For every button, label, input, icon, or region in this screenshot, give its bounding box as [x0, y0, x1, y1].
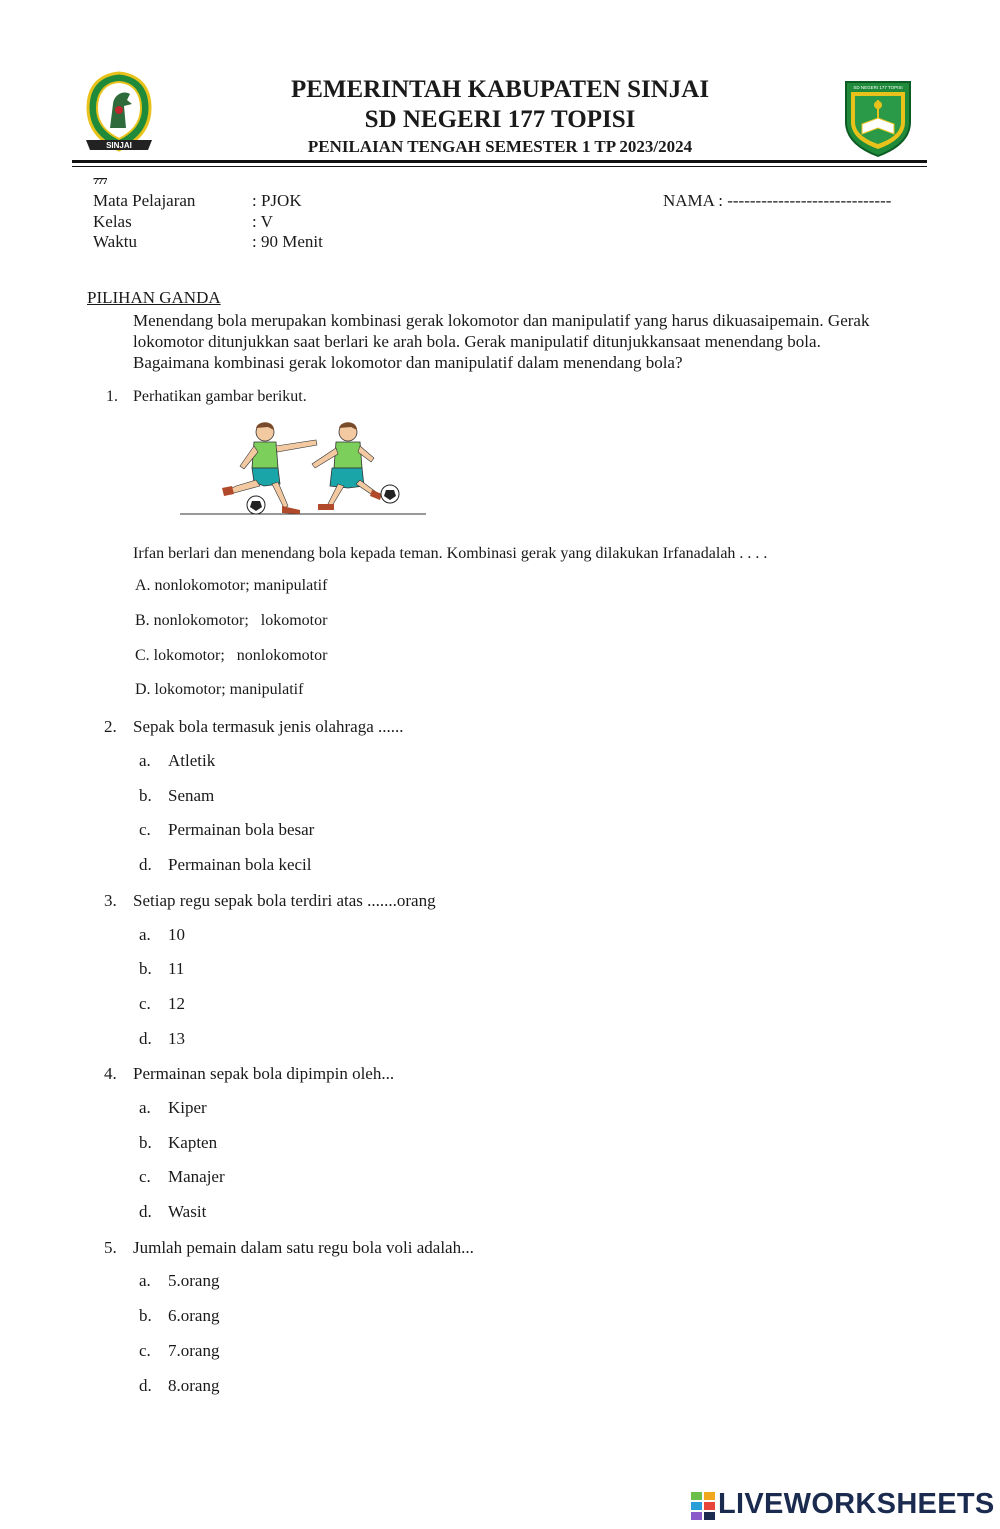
option-letter: a.: [139, 751, 151, 770]
option-letter: d.: [139, 1202, 152, 1221]
answer-option[interactable]: B. nonlokomotor; lokomotor: [135, 612, 328, 629]
question-text: Setiap regu sepak bola terdiri atas .......orang: [133, 891, 436, 910]
intro-line-1: Menendang bola merupakan kombinasi gerak lokomotor dan manipulatif yang harus dikuasaipemain. Gerak: [133, 311, 870, 330]
stray-mark: 777: [93, 176, 107, 184]
option-letter: d.: [139, 855, 152, 874]
time-value: : 90 Menit: [252, 232, 323, 251]
answer-option[interactable]: A. nonlokomotor; manipulatif: [135, 577, 328, 594]
intro-line-2: lokomotor ditunjukkan saat berlari ke arah bola. Gerak manipulatif ditunjukkansaat menendang bola.: [133, 332, 821, 351]
section-title: PILIHAN GANDA: [87, 288, 221, 307]
option-letter: a.: [139, 925, 151, 944]
answer-option[interactable]: C. lokomotor; nonlokomotor: [135, 647, 328, 664]
answer-option[interactable]: 7.orang: [168, 1341, 220, 1360]
option-letter: c.: [139, 994, 151, 1013]
header-rule-thick: [72, 160, 927, 163]
answer-option[interactable]: 10: [168, 925, 185, 944]
answer-option[interactable]: Manajer: [168, 1167, 225, 1186]
question-number: 1.: [106, 388, 118, 405]
option-letter: c.: [139, 1167, 151, 1186]
answer-option[interactable]: Permainan bola besar: [168, 820, 315, 839]
question-number: 2.: [104, 717, 117, 736]
question-followup: Irfan berlari dan menendang bola kepada teman. Kombinasi gerak yang dilakukan Irfanadalah . . . .: [133, 545, 768, 562]
answer-option[interactable]: D. lokomotor; manipulatif: [135, 681, 304, 698]
question-number: 5.: [104, 1238, 117, 1257]
soccer-illustration: [178, 418, 428, 520]
question-text: Perhatikan gambar berikut.: [133, 388, 307, 405]
option-letter: b.: [139, 786, 152, 805]
option-letter: c.: [139, 1341, 151, 1360]
option-letter: d.: [139, 1029, 152, 1048]
question-number: 3.: [104, 891, 117, 910]
option-letter: b.: [139, 1133, 152, 1152]
answer-option[interactable]: Wasit: [168, 1202, 207, 1221]
answer-option[interactable]: Kiper: [168, 1098, 207, 1117]
answer-option[interactable]: Kapten: [168, 1133, 218, 1152]
question-number: 4.: [104, 1064, 117, 1083]
sinjai-logo-label: SINJAI: [106, 141, 132, 150]
school-logo-label: SD NEGERI 177 TOPISI: [853, 85, 903, 90]
name-field[interactable]: NAMA : -----------------------------: [663, 191, 892, 210]
option-letter: d.: [139, 1376, 152, 1395]
subject-label: Mata Pelajaran: [93, 191, 196, 210]
subject-value: : PJOK: [252, 191, 302, 210]
answer-option[interactable]: 8.orang: [168, 1376, 220, 1395]
answer-option[interactable]: Permainan bola kecil: [168, 855, 312, 874]
question-text: Jumlah pemain dalam satu regu bola voli adalah...: [133, 1238, 474, 1257]
school-title: SD NEGERI 177 TOPISI: [364, 106, 636, 133]
question-text: Sepak bola termasuk jenis olahraga ......: [133, 717, 404, 736]
time-label: Waktu: [93, 232, 137, 251]
answer-option[interactable]: 11: [168, 959, 185, 978]
option-letter: a.: [139, 1098, 151, 1117]
answer-option[interactable]: 5.orang: [168, 1271, 220, 1290]
answer-option[interactable]: 12: [168, 994, 185, 1013]
question-text: Permainan sepak bola dipimpin oleh...: [133, 1064, 395, 1083]
option-letter: b.: [139, 959, 152, 978]
answer-option[interactable]: Atletik: [168, 751, 216, 770]
option-letter: b.: [139, 1306, 152, 1325]
intro-line-3: Bagaimana kombinasi gerak lokomotor dan manipulatif dalam menendang bola?: [133, 353, 683, 372]
liveworksheets-logo-icon: [691, 1492, 717, 1520]
class-label: Kelas: [93, 212, 132, 231]
class-value: : V: [252, 212, 273, 231]
option-letter: c.: [139, 820, 151, 839]
exam-title: PENILAIAN TENGAH SEMESTER 1 TP 2023/2024: [307, 137, 693, 156]
liveworksheets-watermark: LIVEWORKSHEETS: [718, 1488, 995, 1520]
kicking-boy: [312, 422, 382, 510]
header-rule-thin: [72, 166, 927, 167]
answer-option[interactable]: 13: [168, 1029, 185, 1048]
option-letter: a.: [139, 1271, 151, 1290]
government-title: PEMERINTAH KABUPATEN SINJAI: [290, 76, 710, 103]
running-boy: [222, 422, 317, 514]
answer-option[interactable]: 6.orang: [168, 1306, 220, 1325]
answer-option[interactable]: Senam: [168, 786, 215, 805]
